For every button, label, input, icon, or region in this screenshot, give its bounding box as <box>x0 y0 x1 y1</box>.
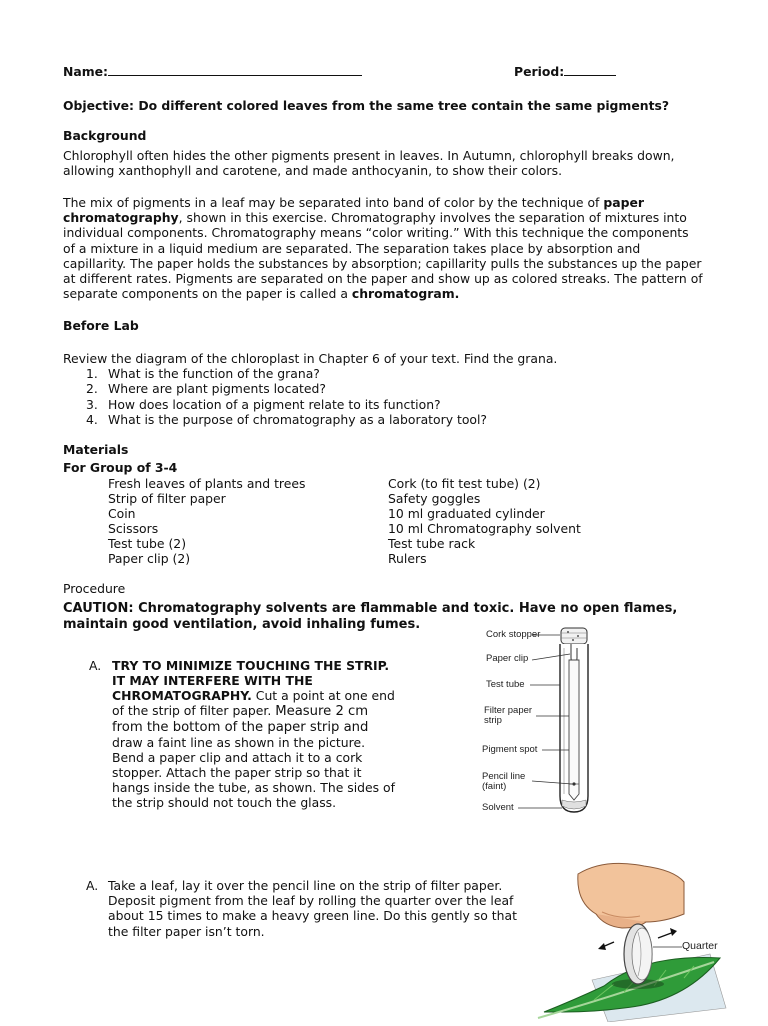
material-item: Scissors <box>108 521 159 536</box>
materials-group: For Group of 3-4 <box>63 460 178 475</box>
list-item: 3. How does location of a pigment relate to its function? <box>86 397 441 412</box>
material-item: Coin <box>108 506 136 521</box>
name-blank[interactable] <box>108 64 362 76</box>
background-paragraph-2 <box>63 195 703 301</box>
period-field[interactable] <box>514 64 616 79</box>
step-b-marker: A. <box>86 878 99 893</box>
material-item: Fresh leaves of plants and trees <box>108 476 306 491</box>
materials-heading: Materials <box>63 442 129 457</box>
name-field[interactable] <box>63 64 362 79</box>
quarter-leaf-illustration <box>534 862 734 1022</box>
p2-bold-chromatogram: chromatogram. <box>351 286 460 302</box>
step-a-text-1: Cut a point at one end of the strip of filter paper. <box>112 688 395 718</box>
material-item: Paper clip (2) <box>108 551 191 566</box>
p2-text-a: The mix of pigments in a leaf may be separated into band of color by the technique of <box>63 195 604 210</box>
label-solvent: Solvent <box>482 802 514 813</box>
step-a-text-2: Measure 2 cm from the bottom of the paper strip and <box>112 704 369 735</box>
step-a-marker: A. <box>89 658 102 673</box>
period-blank[interactable] <box>564 64 616 76</box>
background-heading: Background <box>63 128 147 143</box>
list-item: 2. Where are plant pigments located? <box>86 381 326 396</box>
before-lab-intro: Review the diagram of the chloroplast in Chapter 6 of your text. Find the grana. <box>63 351 558 366</box>
step-b-text: Take a leaf, lay it over the pencil line on the strip of filter paper. Deposit pigment from the leaf by rolling the quarter over the leaf about 15 times to make a heavy green line. Do this gently so that the filter paper isn’t torn. <box>108 878 517 939</box>
material-item: Strip of filter paper <box>108 491 226 506</box>
material-item: Test tube rack <box>388 536 476 551</box>
caution-text: CAUTION: Chromatography solvents are flammable and toxic. Have no open flames, maintain good ventilation, avoid inhaling fumes. <box>63 601 678 632</box>
procedure-heading: Procedure <box>63 581 126 596</box>
list-item: 1. What is the function of the grana? <box>86 366 320 381</box>
period-label: Period: <box>514 64 565 79</box>
name-label: Name: <box>63 64 109 79</box>
material-item: Test tube (2) <box>108 536 187 551</box>
label-cork-stopper: Cork stopper <box>486 629 541 640</box>
p2-text-b: , shown in this exercise. Chromatography involves the separation of mixtures into individual components. Chromatography means “color writing.” With this technique the components of a mixture in a liquid medium are separated. The separation takes place by absorption and capillarity. The paper holds the substances by absorption; capillarity pulls the substances up the paper at different rates. Pigments are separated on the paper and show up as colored streaks. The pattern of separate components on the paper is called a <box>63 210 703 302</box>
background-paragraph-1: Chlorophyll often hides the other pigments present in leaves. In Autumn, chlorophyll breaks down, allowing xanthophyll and carotene, and made anthocyanin, to show their colors. <box>63 148 675 179</box>
material-item: Cork (to fit test tube) (2) <box>388 476 541 491</box>
step-a-text <box>112 658 397 810</box>
material-item: Rulers <box>388 551 427 566</box>
label-filter-paper: Filter paper strip <box>484 705 533 726</box>
material-item: 10 ml graduated cylinder <box>388 506 545 521</box>
step-a-text-3: draw a faint line as shown in the picture. Bend a paper clip and attach it to a cork stopper. Attach the paper strip so that it hangs inside the tube, as shown. The sides of the strip should not touch the glass. <box>112 735 395 810</box>
label-paper-clip: Paper clip <box>486 653 529 664</box>
label-test-tube: Test tube <box>486 679 525 690</box>
material-item: 10 ml Chromatography solvent <box>388 521 581 536</box>
before-lab-heading: Before Lab <box>63 318 139 333</box>
label-pencil-line: Pencil line (faint) <box>482 771 526 792</box>
list-item: 4. What is the purpose of chromatography as a laboratory tool? <box>86 412 488 427</box>
material-item: Safety goggles <box>388 491 481 506</box>
label-pigment-spot: Pigment spot <box>482 744 538 755</box>
objective: Objective: Do different colored leaves from the same tree contain the same pigments? <box>63 98 670 113</box>
p2-bold-paper-chromatography: paper chromatography <box>63 195 644 226</box>
label-quarter: Quarter <box>682 940 718 952</box>
step-a-warning: TRY TO MINIMIZE TOUCHING THE STRIP. IT MAY INTERFERE WITH THE CHROMATOGRAPHY. <box>112 658 390 703</box>
test-tube-diagram <box>478 624 658 820</box>
